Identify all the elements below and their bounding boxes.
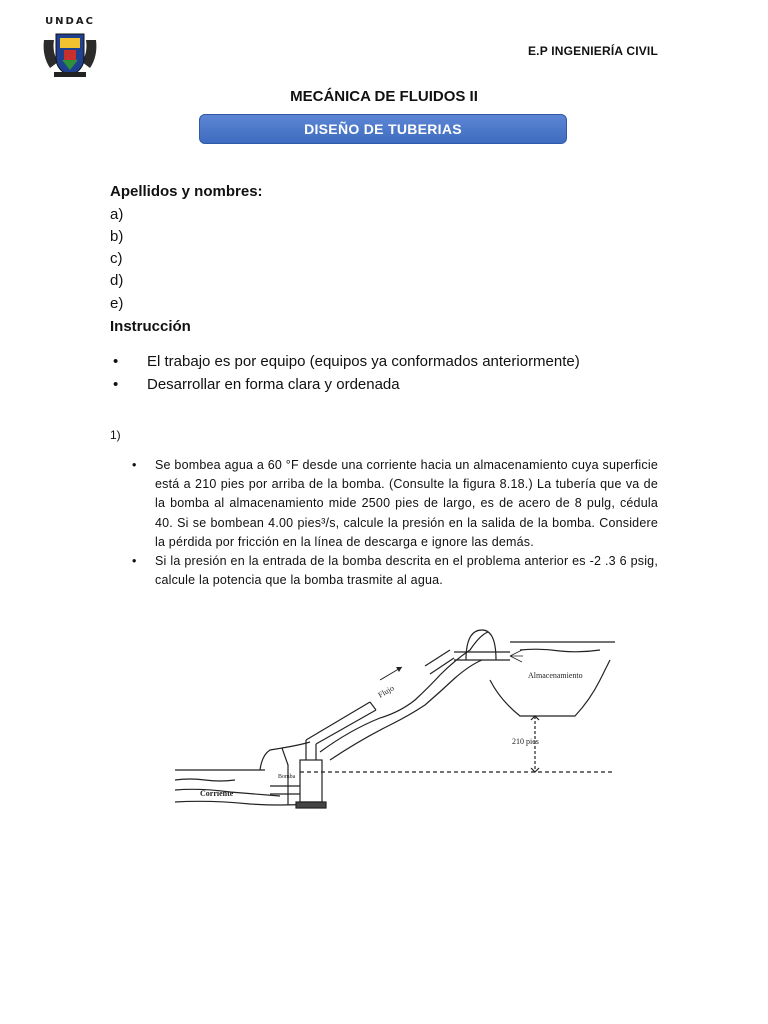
instruction-item: • El trabajo es por equipo (equipos ya conformados anteriormente) xyxy=(110,350,580,373)
logo-text: UNDAC xyxy=(45,16,95,27)
pump-label: Bomba xyxy=(278,774,296,780)
name-line-e: e) xyxy=(110,295,124,312)
flow-label: Flujo xyxy=(376,683,396,700)
storage-label: Almacenamiento xyxy=(528,671,583,680)
problem-number: 1) xyxy=(110,428,121,442)
instructions-list xyxy=(110,350,580,396)
names-label: Apellidos y nombres: xyxy=(110,183,263,200)
name-line-c: c) xyxy=(110,250,123,267)
instruction-item: • Desarrollar en forma clara y ordenada xyxy=(110,373,580,396)
name-line-a: a) xyxy=(110,206,124,223)
instructions-title: Instrucción xyxy=(110,318,191,335)
pipe-diagram xyxy=(170,620,620,820)
stream-label: Corriente xyxy=(200,789,234,798)
pump-system-figure xyxy=(170,620,620,820)
course-title: MECÁNICA DE FLUIDOS II xyxy=(290,88,478,105)
height-label: 210 pies xyxy=(512,737,539,746)
school-name: E.P INGENIERÍA CIVIL xyxy=(527,44,658,58)
problem-list xyxy=(130,456,658,590)
name-line-d: d) xyxy=(110,272,124,289)
university-logo xyxy=(40,16,100,80)
problem-item: • Si la presión en la entrada de la bomba descrita en el problema anterior es -2 .3 6 psig, calcule la potencia que la bomba trasmite al agua. xyxy=(130,552,658,590)
problem-item: • Se bombea agua a 60 °F desde una corriente hacia un almacenamiento cuya superficie está a 210 pies por arriba de la bomba. (Consulte la figura 8.18.) La tubería que va de la bomba al almacenamiento mide 2500 pies de largo, es de acero de 8 pulg, cédula 40. Si se bombean 4.00 pies³/s, calcule la presión en la salida de la bomba. Considere la pérdida por fricción en la línea de descarga e ignore las demás. xyxy=(130,456,658,552)
topic-banner: DISEÑO DE TUBERIAS xyxy=(199,114,567,144)
name-line-b: b) xyxy=(110,228,124,245)
